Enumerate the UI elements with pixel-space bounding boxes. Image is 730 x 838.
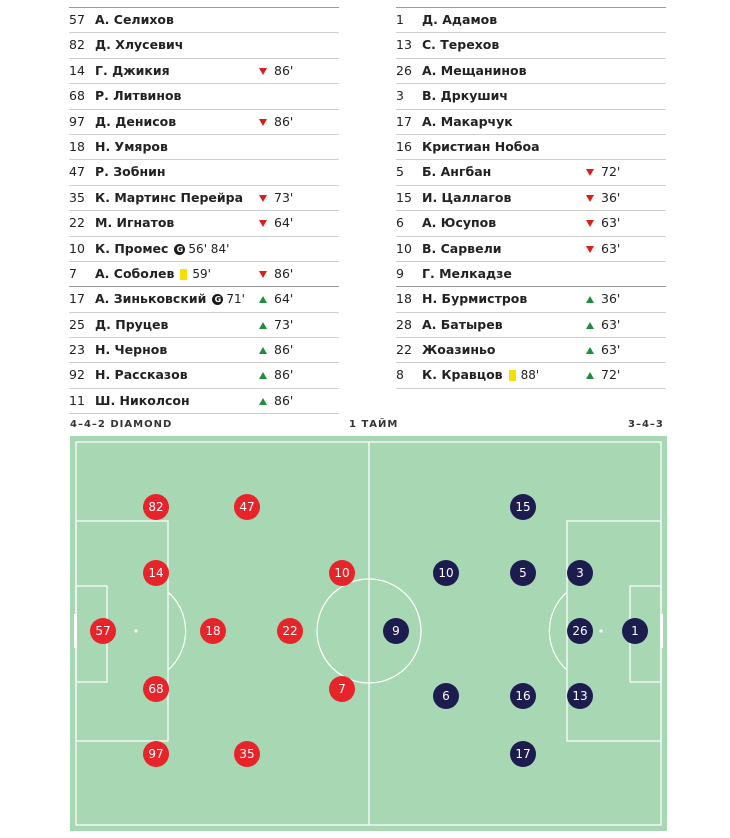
substitution: [586, 211, 620, 235]
substitution: [259, 313, 293, 337]
substitution: [586, 363, 620, 387]
lineup-row: [69, 363, 339, 388]
lineup-row: [69, 338, 339, 363]
substitution: [259, 262, 293, 286]
lineup-row: [69, 8, 339, 33]
lineup-row: [396, 287, 666, 312]
sub-minute: 73': [274, 316, 294, 332]
home-player-22: 22: [277, 618, 303, 644]
lineup-row: [396, 237, 666, 262]
substitution: [586, 160, 620, 184]
player-name: М. Игнатов: [95, 215, 175, 231]
substitution: [586, 313, 620, 337]
player-number: 22: [396, 342, 412, 358]
away-player-17: 17: [510, 741, 536, 767]
sub-minute: 63': [601, 215, 621, 231]
player-number: 7: [69, 265, 77, 281]
player-number: 35: [69, 189, 85, 205]
player-number: 47: [69, 164, 85, 180]
player-name: Д. Пруцев: [95, 316, 169, 332]
player-number: 26: [396, 62, 412, 78]
lineup-row: [396, 8, 666, 33]
player-number: 8: [396, 367, 404, 383]
player-number: 14: [69, 62, 85, 78]
sub-on-arrow-icon: [259, 372, 267, 379]
lineup-row: [69, 135, 339, 160]
sub-minute: 63': [601, 316, 621, 332]
player-name: Д. Хлусевич: [95, 37, 184, 53]
player-number: 17: [396, 113, 412, 129]
player-number: 17: [69, 291, 85, 307]
card-minute: 59': [192, 266, 211, 281]
player-name: А. Соболев 59': [95, 262, 211, 286]
home-player-35: 35: [234, 741, 260, 767]
player-name: В. Дркушич: [422, 88, 508, 104]
sub-off-arrow-icon: [586, 195, 594, 202]
yellow-card-icon: [509, 370, 516, 381]
home-lineup: [69, 8, 339, 414]
player-name: Р. Литвинов: [95, 88, 182, 104]
player-name: К. Мартинс Перейра: [95, 189, 244, 205]
player-number: 23: [69, 342, 85, 358]
player-events: [174, 237, 229, 261]
away-formation: 3–4–3: [628, 419, 664, 430]
home-player-82: 82: [143, 494, 169, 520]
lineup-row: [396, 33, 666, 58]
away-player-26: 26: [567, 618, 593, 644]
lineup-row: [396, 186, 666, 211]
player-name: Жоазиньо: [422, 342, 496, 358]
player-name: Р. Зобнин: [95, 164, 166, 180]
sub-on-arrow-icon: [259, 322, 267, 329]
player-number: 10: [396, 240, 412, 256]
player-name: Н. Рассказов: [95, 367, 188, 383]
player-name: А. Зиньковский G 71': [95, 287, 245, 311]
sub-on-arrow-icon: [259, 398, 267, 405]
away-player-5: 5: [510, 560, 536, 586]
lineup-row: [396, 160, 666, 185]
lineup-row: [69, 186, 339, 211]
period-label: 1 ТАЙМ: [349, 419, 399, 430]
card-minute: 88': [520, 368, 540, 383]
away-player-6: 6: [433, 683, 459, 709]
away-player-16: 16: [510, 683, 536, 709]
player-number: 9: [396, 265, 404, 281]
sub-minute: 86': [274, 392, 294, 408]
sub-minute: 86': [274, 367, 294, 383]
sub-on-arrow-icon: [586, 322, 594, 329]
player-name: А. Мещанинов: [422, 62, 527, 78]
player-number: 15: [396, 189, 412, 205]
sub-minute: 72': [601, 164, 621, 180]
goal-minutes: 71': [226, 292, 245, 307]
player-number: 5: [396, 164, 404, 180]
player-name: Г. Джикия: [95, 62, 170, 78]
player-name: Г. Мелкадзе: [422, 265, 512, 281]
player-name: В. Сарвели: [422, 240, 502, 256]
sub-off-arrow-icon: [259, 68, 267, 75]
sub-off-arrow-icon: [259, 220, 267, 227]
player-number: 82: [69, 37, 85, 53]
sub-minute: 64': [274, 291, 294, 307]
player-number: 57: [69, 12, 85, 27]
lineup-row: [396, 110, 666, 135]
substitution: [586, 237, 620, 261]
player-number: 68: [69, 88, 85, 104]
player-name: Н. Бурмистров: [422, 291, 528, 307]
home-formation: 4–4–2 DIAMOND: [70, 419, 173, 430]
player-number: 6: [396, 215, 404, 231]
substitution: [259, 186, 293, 210]
player-number: 97: [69, 113, 85, 129]
sub-on-arrow-icon: [259, 296, 267, 303]
player-number: 28: [396, 316, 412, 332]
lineup-row: [69, 160, 339, 185]
sub-minute: 86': [274, 342, 294, 358]
home-player-57: 57: [90, 618, 116, 644]
sub-on-arrow-icon: [586, 347, 594, 354]
lineup-row: [69, 84, 339, 109]
player-name: А. Юсупов: [422, 215, 497, 231]
away-player-1: 1: [622, 618, 648, 644]
player-name: Н. Умяров: [95, 138, 168, 154]
sub-minute: 64': [274, 215, 294, 231]
football-pitch: [70, 436, 667, 831]
player-name: И. Цаллагов: [422, 189, 512, 205]
lineup-row: [396, 135, 666, 160]
home-player-14: 14: [143, 560, 169, 586]
sub-minute: 73': [274, 189, 294, 205]
substitution: [259, 363, 293, 387]
home-player-7: 7: [329, 676, 355, 702]
player-number: 25: [69, 316, 85, 332]
lineup-row: [69, 211, 339, 236]
player-name: К. Кравцов 88': [422, 363, 539, 387]
player-number: 13: [396, 37, 412, 53]
sub-off-arrow-icon: [259, 271, 267, 278]
lineup-row: [396, 262, 666, 287]
sub-minute: 86': [274, 113, 294, 129]
substitution: [259, 287, 293, 311]
goal-ball-icon: G: [174, 244, 185, 255]
away-player-15: 15: [510, 494, 536, 520]
sub-on-arrow-icon: [586, 296, 594, 303]
home-player-10: 10: [329, 560, 355, 586]
player-number: 10: [69, 240, 85, 256]
lineup-row: [69, 33, 339, 58]
away-player-10: 10: [433, 560, 459, 586]
player-name: А. Батырев: [422, 316, 503, 332]
player-number: 3: [396, 88, 404, 104]
sub-off-arrow-icon: [259, 119, 267, 126]
player-name: С. Терехов: [422, 37, 500, 53]
player-name: Д. Денисов: [95, 113, 177, 129]
player-number: 22: [69, 215, 85, 231]
player-number: 18: [396, 291, 412, 307]
home-player-97: 97: [143, 741, 169, 767]
player-name: Н. Чернов: [95, 342, 168, 358]
player-name: К. Промес G 56' 84': [95, 237, 229, 261]
lineup-row: [69, 287, 339, 312]
player-name: Кристиан Нобоа: [422, 138, 540, 154]
player-name: Ш. Николсон: [95, 392, 190, 408]
sub-minute: 63': [601, 240, 621, 256]
sub-minute: 86': [274, 265, 294, 281]
sub-off-arrow-icon: [259, 195, 267, 202]
player-number: 92: [69, 367, 85, 383]
player-number: 11: [69, 392, 85, 408]
player-events: [212, 287, 245, 311]
away-player-3: 3: [567, 560, 593, 586]
player-name: А. Селихов: [95, 12, 174, 27]
yellow-card-icon: [180, 269, 187, 280]
goal-ball-icon: G: [212, 294, 223, 305]
lineup-row: [396, 313, 666, 338]
lineup-row: [69, 59, 339, 84]
sub-off-arrow-icon: [586, 246, 594, 253]
player-number: 18: [69, 138, 85, 154]
sub-on-arrow-icon: [586, 372, 594, 379]
substitution: [259, 211, 293, 235]
goal-minutes: 56' 84': [188, 241, 230, 256]
lineup-row: [396, 211, 666, 236]
lineup-row: [69, 110, 339, 135]
lineup-row: [69, 389, 339, 414]
sub-off-arrow-icon: [586, 220, 594, 227]
sub-minute: 72': [601, 367, 621, 383]
lineup-row: [69, 262, 339, 287]
lineup-row: [396, 84, 666, 109]
home-player-68: 68: [143, 676, 169, 702]
substitution: [259, 59, 293, 83]
player-name: Д. Адамов: [422, 12, 498, 27]
lineup-row: [396, 338, 666, 363]
sub-minute: 86': [274, 62, 294, 78]
player-events: [180, 262, 211, 286]
away-lineup: [396, 8, 666, 389]
substitution: [259, 110, 293, 134]
lineup-row: [396, 59, 666, 84]
player-number: 1: [396, 12, 404, 27]
substitution: [586, 287, 620, 311]
sub-minute: 36': [601, 189, 621, 205]
player-number: 16: [396, 138, 412, 154]
sub-on-arrow-icon: [259, 347, 267, 354]
lineup-row: [69, 237, 339, 262]
lineup-row: [69, 313, 339, 338]
player-events: [509, 363, 540, 387]
away-player-9: 9: [383, 618, 409, 644]
substitution: [586, 186, 620, 210]
lineup-row: [396, 363, 666, 388]
home-player-18: 18: [200, 618, 226, 644]
sub-minute: 63': [601, 342, 621, 358]
substitution: [586, 338, 620, 362]
player-name: А. Макарчук: [422, 113, 513, 129]
substitution: [259, 338, 293, 362]
home-player-47: 47: [234, 494, 260, 520]
player-name: Б. Ангбан: [422, 164, 492, 180]
sub-minute: 36': [601, 291, 621, 307]
substitution: [259, 389, 293, 413]
away-player-13: 13: [567, 683, 593, 709]
sub-off-arrow-icon: [586, 169, 594, 176]
